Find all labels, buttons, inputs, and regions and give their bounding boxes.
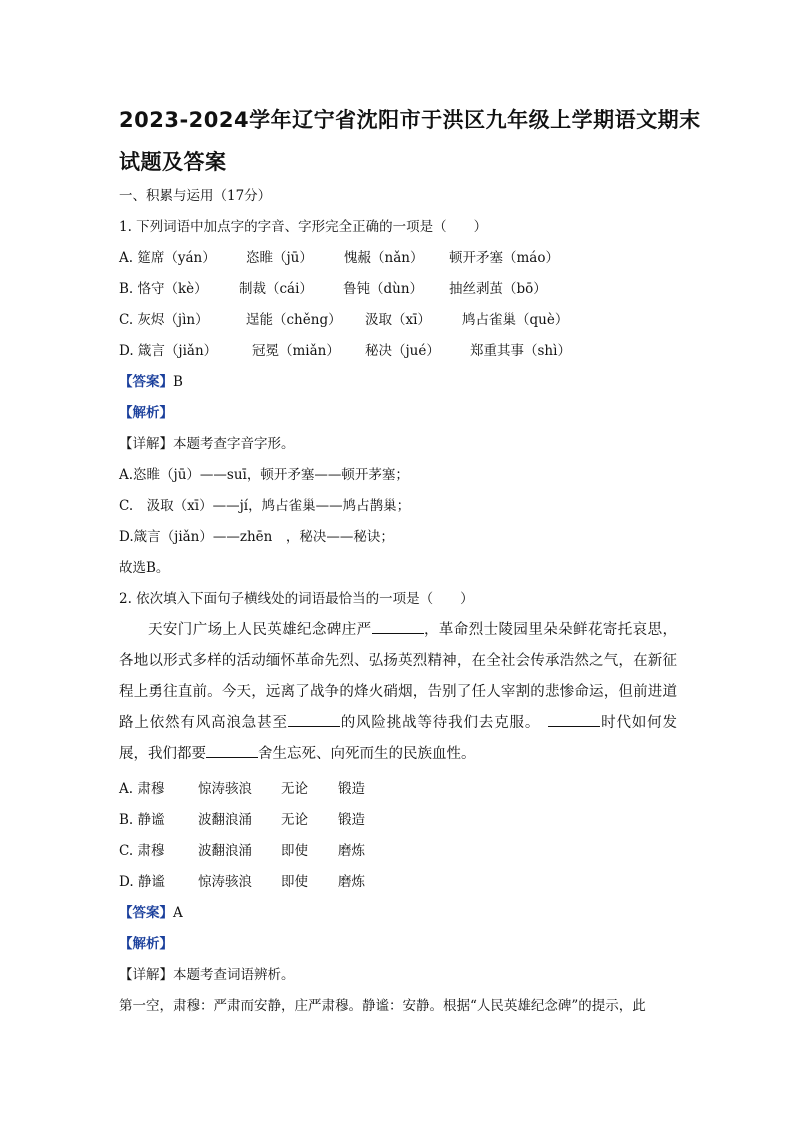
question-1-note-d: D.箴言（jiǎn）——zhēn ，秘决——秘诀； [119,529,394,545]
option-c-item-4: 鸠占雀巢（què） [462,312,569,328]
option-d-item-4: 郑重其事（shì） [470,343,571,359]
q2-option-a-item-3: 无论 [281,781,308,797]
detail-tag: 【详解】 [119,436,173,452]
document-title-line-1: 2023-2024学年辽宁省沈阳市于洪区九年级上学期语文期末 [119,108,701,132]
question-1-option-c [119,311,679,329]
detail-tag: 【详解】 [119,967,173,983]
q2-option-c-item-1: C. 肃穆 [119,843,165,859]
answer-tag: 【答案】 [119,905,173,921]
question-1-option-b [119,280,679,298]
q2-option-a-item-1: A. 肃穆 [119,781,165,797]
passage-part-2: ，革命烈士陵园里朵朵鲜花寄托哀思，各地以形式多样的活动缅怀革命先烈、弘扬英烈精神，在全社会传承浩然之气，在新征程上勇往直前。今天，远离了战争的烽火硝烟，告别了任人宰割的悲惨命运，但前进道路上依然有风高浪急甚至 [119,622,677,731]
q2-option-d-item-4: 磨炼 [338,874,365,890]
question-1-answer [119,373,183,391]
q2-option-a-item-2: 惊涛骇浪 [198,781,252,797]
question-1-stem: 1. 下列词语中加点字的字音、字形完全正确的一项是（ ） [119,219,488,235]
passage-part-3: 的风险挑战等待我们去克服。 [339,715,541,731]
question-1-note-a: A.恣睢（jū）——suī，顿开矛塞——顿开茅塞； [119,467,409,483]
option-c-item-3: 汲取（xī） [365,312,431,328]
answer-value: A [173,905,183,921]
q2-option-a-item-4: 锻造 [338,781,365,797]
question-2-option-b [119,811,419,829]
detail-text: 本题考查字音字形。 [173,436,295,452]
option-c-item-1: C. 灰烬（jìn） [119,312,209,328]
question-2-option-d [119,873,419,891]
option-b-item-3: 鲁钝（dùn） [343,281,424,297]
option-a-item-1: A. 筵席（yán） [119,250,216,266]
passage-part-5: 舍生忘死、向死而生的民族血性。 [258,746,476,762]
q2-option-c-item-3: 即使 [281,843,308,859]
passage-part-1: 天安门广场上人民英雄纪念碑庄严 [148,622,372,638]
option-b-item-1: B. 恪守（kè） [119,281,208,297]
question-2-detail [119,966,295,984]
answer-value: B [173,374,183,390]
q2-option-d-item-2: 惊涛骇浪 [198,874,252,890]
question-2-explanation: 第一空，肃穆：严肃而安静，庄严肃穆。静谧：安静。根据“人民英雄纪念碑”的提示，此 [119,998,646,1014]
blank-1 [372,619,424,634]
question-2-answer [119,904,183,922]
q2-option-c-item-2: 波翻浪涌 [198,843,252,859]
q2-option-b-item-2: 波翻浪涌 [198,812,252,828]
question-2-option-c [119,842,419,860]
option-a-item-2: 恣睢（jū） [246,250,313,266]
analysis-tag: 【解析】 [119,405,173,421]
q2-option-b-item-3: 无论 [281,812,308,828]
document-title-line-2: 试题及答案 [119,150,227,174]
blank-2 [288,712,340,727]
q2-option-d-item-3: 即使 [281,874,308,890]
q2-option-b-item-4: 锻造 [338,812,365,828]
option-a-item-3: 愧赧（nǎn） [344,250,424,266]
option-d-item-2: 冠冕（miǎn） [252,343,340,359]
option-b-item-2: 制裁（cái） [239,281,313,297]
question-1-note-c: C. 汲取（xī）——jí，鸠占雀巢——鸠占鹊巢； [119,498,411,514]
detail-text: 本题考查词语辨析。 [173,967,295,983]
question-1-option-a [119,249,679,267]
question-2-passage [119,615,677,770]
q2-option-c-item-4: 磨炼 [338,843,365,859]
question-2-option-a [119,780,419,798]
option-d-item-3: 秘决（jué） [365,343,440,359]
question-2-analysis [119,935,173,953]
question-1-conclusion: 故选B。 [119,560,170,576]
option-a-item-4: 顿开矛塞（máo） [449,250,559,266]
answer-tag: 【答案】 [119,374,173,390]
question-1-option-d [119,342,679,360]
q2-option-d-item-1: D. 静谧 [119,874,165,890]
option-c-item-2: 逞能（chěng） [246,312,342,328]
blank-4 [206,743,258,758]
section-heading: 一、积累与运用（17分） [119,188,272,204]
blank-3 [548,712,600,727]
option-d-item-1: D. 箴言（jiǎn） [119,343,218,359]
q2-option-b-item-1: B. 静谧 [119,812,165,828]
question-1-detail [119,435,295,453]
option-b-item-4: 抽丝剥茧（bō） [449,281,547,297]
question-2-stem: 2. 依次填入下面句子横线处的词语最恰当的一项是（ ） [119,591,474,607]
passage-part-4: 时代如何发展，我们都要 [119,715,678,762]
analysis-tag: 【解析】 [119,936,173,952]
question-1-analysis [119,404,173,422]
